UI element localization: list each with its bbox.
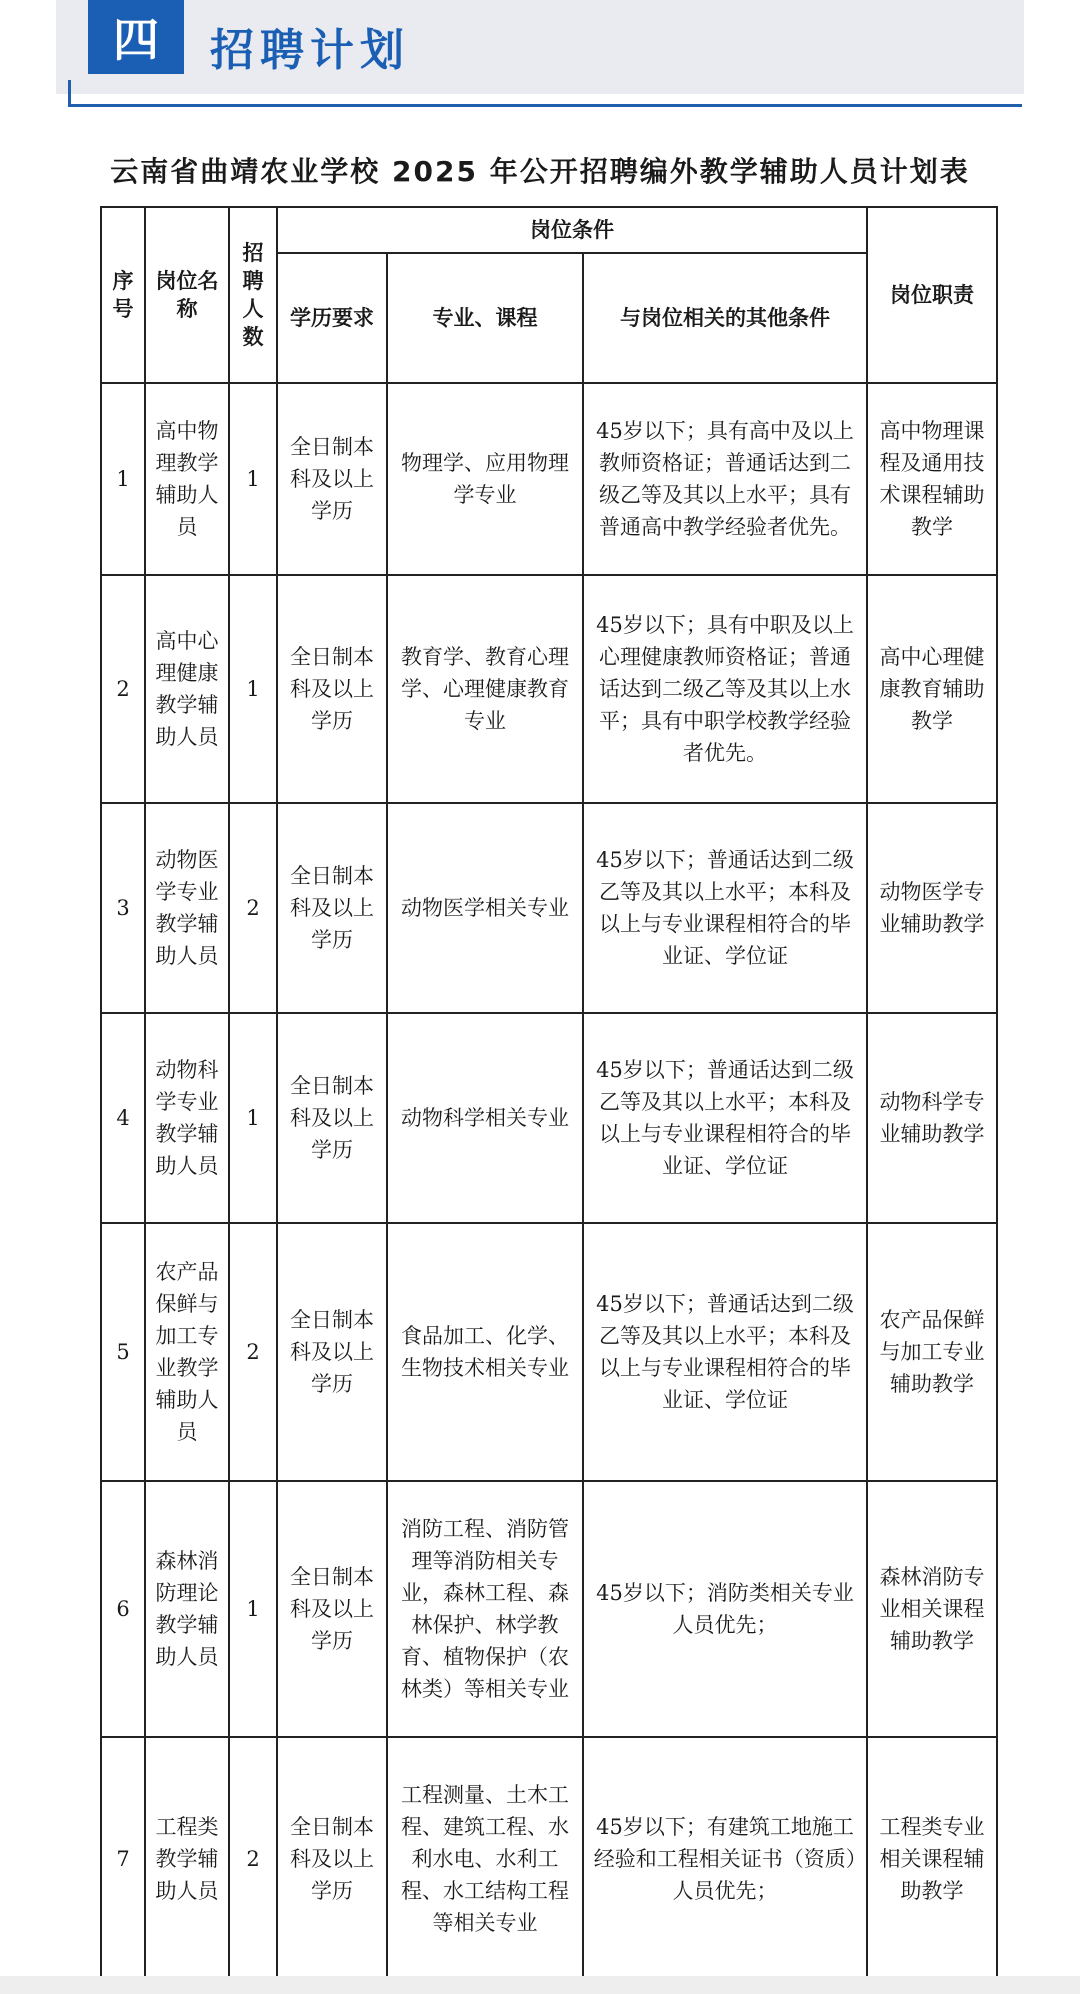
header-conditions: 岗位条件 xyxy=(277,207,867,253)
cell-post: 农产品保鲜与加工专业教学辅助人员 xyxy=(145,1223,229,1481)
header-other: 与岗位相关的其他条件 xyxy=(583,253,867,383)
header-post: 岗位名称 xyxy=(145,207,229,383)
cell-other: 45岁以下；消防类相关专业人员优先； xyxy=(583,1481,867,1737)
section-banner xyxy=(56,0,1024,94)
cell-major: 食品加工、化学、生物技术相关专业 xyxy=(387,1223,583,1481)
cell-post: 工程类教学辅助人员 xyxy=(145,1737,229,1981)
cell-count: 2 xyxy=(229,803,277,1013)
cell-post: 森林消防理论教学辅助人员 xyxy=(145,1481,229,1737)
header-major: 专业、课程 xyxy=(387,253,583,383)
table-row xyxy=(101,1481,997,1737)
banner-underline xyxy=(68,104,1022,107)
cell-major: 动物科学相关专业 xyxy=(387,1013,583,1223)
cell-edu: 全日制本科及以上学历 xyxy=(277,1737,387,1981)
cell-duty: 工程类专业相关课程辅助教学 xyxy=(867,1737,997,1981)
cell-count: 1 xyxy=(229,575,277,803)
cell-seq: 3 xyxy=(101,803,145,1013)
cell-major: 物理学、应用物理学专业 xyxy=(387,383,583,575)
banner-accent xyxy=(68,80,71,107)
recruitment-plan-table xyxy=(100,206,998,1982)
header-seq: 序号 xyxy=(101,207,145,383)
document-title: 云南省曲靖农业学校 2025 年公开招聘编外教学辅助人员计划表 xyxy=(110,155,970,188)
header-edu: 学历要求 xyxy=(277,253,387,383)
cell-duty: 高中物理课程及通用技术课程辅助教学 xyxy=(867,383,997,575)
cell-duty: 森林消防专业相关课程辅助教学 xyxy=(867,1481,997,1737)
cell-other: 45岁以下；有建筑工地施工经验和工程相关证书（资质）人员优先； xyxy=(583,1737,867,1981)
cell-other: 45岁以下；普通话达到二级乙等及其以上水平；本科及以上与专业课程相符合的毕业证、学位证 xyxy=(583,1013,867,1223)
header-count: 招聘人数 xyxy=(229,207,277,383)
cell-seq: 6 xyxy=(101,1481,145,1737)
cell-duty: 动物科学专业辅助教学 xyxy=(867,1013,997,1223)
cell-other: 45岁以下；普通话达到二级乙等及其以上水平；本科及以上与专业课程相符合的毕业证、学位证 xyxy=(583,1223,867,1481)
cell-count: 1 xyxy=(229,1481,277,1737)
cell-major: 教育学、教育心理学、心理健康教育专业 xyxy=(387,575,583,803)
cell-duty: 高中心理健康教育辅助教学 xyxy=(867,575,997,803)
cell-major: 动物医学相关专业 xyxy=(387,803,583,1013)
cell-duty: 动物医学专业辅助教学 xyxy=(867,803,997,1013)
table-row xyxy=(101,1737,997,1981)
page-bottom-strip xyxy=(0,1976,1080,1994)
cell-major: 消防工程、消防管理等消防相关专业，森林工程、森林保护、林学教育、植物保护（农林类）等相关专业 xyxy=(387,1481,583,1737)
cell-count: 2 xyxy=(229,1223,277,1481)
cell-major: 工程测量、土木工程、建筑工程、水利水电、水利工程、水工结构工程等相关专业 xyxy=(387,1737,583,1981)
cell-count: 2 xyxy=(229,1737,277,1981)
cell-edu: 全日制本科及以上学历 xyxy=(277,1013,387,1223)
table-row xyxy=(101,1223,997,1481)
cell-other: 45岁以下；普通话达到二级乙等及其以上水平；本科及以上与专业课程相符合的毕业证、学位证 xyxy=(583,803,867,1013)
table-row xyxy=(101,1013,997,1223)
cell-seq: 2 xyxy=(101,575,145,803)
cell-seq: 7 xyxy=(101,1737,145,1981)
cell-other: 45岁以下；具有高中及以上教师资格证；普通话达到二级乙等及其以上水平；具有普通高中教学经验者优先。 xyxy=(583,383,867,575)
cell-post: 动物科学专业教学辅助人员 xyxy=(145,1013,229,1223)
header-duty: 岗位职责 xyxy=(867,207,997,383)
cell-seq: 1 xyxy=(101,383,145,575)
cell-edu: 全日制本科及以上学历 xyxy=(277,1223,387,1481)
table-row xyxy=(101,803,997,1013)
cell-edu: 全日制本科及以上学历 xyxy=(277,383,387,575)
cell-post: 高中心理健康教学辅助人员 xyxy=(145,575,229,803)
cell-seq: 5 xyxy=(101,1223,145,1481)
section-title: 招聘计划 xyxy=(210,25,410,76)
cell-post: 高中物理教学辅助人员 xyxy=(145,383,229,575)
cell-edu: 全日制本科及以上学历 xyxy=(277,575,387,803)
table-row xyxy=(101,383,997,575)
cell-count: 1 xyxy=(229,1013,277,1223)
table-row xyxy=(101,575,997,803)
cell-count: 1 xyxy=(229,383,277,575)
cell-edu: 全日制本科及以上学历 xyxy=(277,803,387,1013)
cell-duty: 农产品保鲜与加工专业辅助教学 xyxy=(867,1223,997,1481)
section-number-badge: 四 xyxy=(88,0,184,74)
cell-edu: 全日制本科及以上学历 xyxy=(277,1481,387,1737)
cell-post: 动物医学专业教学辅助人员 xyxy=(145,803,229,1013)
cell-other: 45岁以下；具有中职及以上心理健康教师资格证；普通话达到二级乙等及其以上水平；具有中职学校教学经验者优先。 xyxy=(583,575,867,803)
cell-seq: 4 xyxy=(101,1013,145,1223)
